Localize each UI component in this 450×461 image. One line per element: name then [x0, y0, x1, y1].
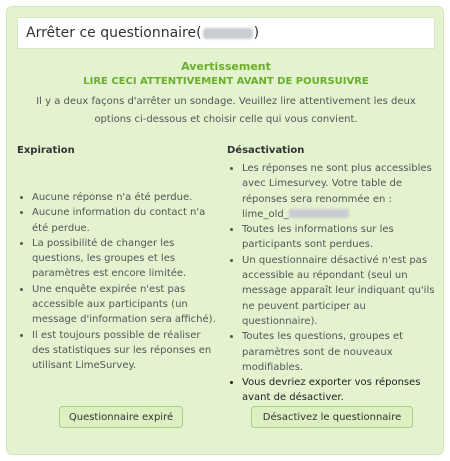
expiration-item: • Aucune information du contact n'a été perdue.	[32, 205, 217, 236]
deactivate-survey-button[interactable]: Désactivez le questionnaire	[251, 406, 413, 428]
expiration-list	[17, 190, 217, 374]
deactivation-item: • Toutes les informations sur les participants sont perdues.	[242, 222, 437, 253]
expiration-item: • La possibilité de changer les questions, les groupes et les paramètres est encore limitée.	[32, 236, 217, 282]
deactivation-item: • Toutes les questions, groupes et paramètres sont de nouveaux modifiables.	[242, 329, 437, 375]
deactivation-list	[227, 161, 437, 406]
expire-survey-button[interactable]: Questionnaire expiré	[59, 406, 183, 428]
redacted-table-name	[289, 209, 349, 218]
expiration-item: • Il est toujours possible de réaliser des statistiques sur les réponses en utilisant LimeSurvey.	[32, 328, 217, 374]
title-prefix: Arrêter ce questionnaire(	[26, 25, 202, 41]
expiration-column	[17, 145, 217, 372]
expiration-item: • Aucune réponse n'a été perdue.	[32, 190, 217, 205]
redacted-survey-id	[203, 28, 253, 39]
expiration-heading: Expiration	[17, 145, 75, 156]
panel-title	[17, 17, 435, 49]
deactivation-column	[227, 145, 435, 404]
warning-heading: Avertissement	[181, 60, 271, 73]
title-suffix: )	[253, 25, 260, 41]
warning-intro: Il y a deux façons d'arrêter un sondage. Veuillez lire attentivement les deux options ci-dessous et choisir celle qui vous convient.	[36, 96, 416, 125]
warning-subheading: LIRE CECI ATTENTIVEMENT AVANT DE POURSUIVRE	[83, 76, 369, 87]
expiration-item: • Une enquête expirée n'est pas accessible aux participants (un message d'information sera affiché).	[32, 282, 217, 328]
deactivate-survey-panel	[6, 6, 444, 455]
deactivation-item: • Un questionnaire désactivé n'est pas accessible au répondant (seul un message apparaît leur indiquant qu'ils ne peuvent participer au questionnaire).	[242, 253, 437, 329]
deactivation-item: • Vous devriez exporter vos réponses avant de désactiver.	[242, 375, 437, 406]
deactivation-item	[242, 161, 437, 222]
deactivation-item-text: Les réponses ne sont plus accessibles avec Limesurvey. Votre table de réponses sera renommée en : lime_old_	[242, 163, 432, 220]
deactivation-heading: Désactivation	[227, 145, 305, 156]
